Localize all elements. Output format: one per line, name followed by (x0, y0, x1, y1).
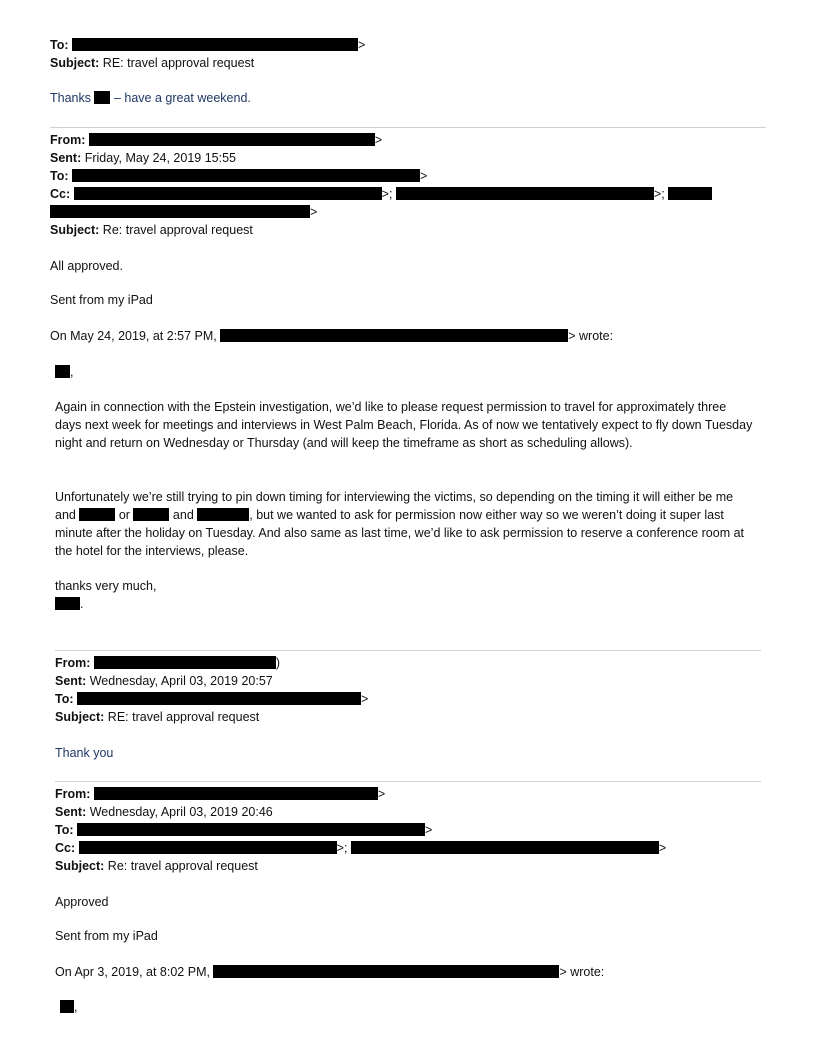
email4-body: Approved (55, 895, 109, 909)
to-label: To: (55, 692, 74, 706)
email2-quote-header (50, 328, 613, 344)
angle-bracket: > (425, 823, 433, 837)
email2-subject-line (50, 222, 253, 238)
redaction-block (89, 133, 375, 146)
quoted1-signoff (55, 596, 83, 612)
p2-text-b: , but we wanted to ask for permission now either way so we weren’t doing it super last minute after the holiday on Tuesday. And also same as last time, we’d like to ask permission to reserve a conference room at the hotel for the interviews, please. (55, 508, 745, 558)
redaction-block (55, 597, 80, 610)
email3-from-line (55, 655, 280, 671)
email4-from-line (55, 786, 385, 802)
redaction-block (60, 1000, 74, 1013)
separator-glyph: >; (653, 187, 665, 201)
from-label: From: (55, 787, 91, 801)
redaction-block (77, 692, 361, 705)
period-glyph: . (80, 597, 84, 611)
angle-bracket: > (361, 692, 369, 706)
email1-body-text: Thanks (50, 91, 91, 105)
redaction-block (133, 508, 169, 521)
email3-subject: RE: travel approval request (107, 710, 260, 724)
redaction-block (74, 187, 382, 200)
separator-line (55, 650, 761, 651)
angle-bracket: > (377, 787, 386, 801)
email3-body: Thank you (55, 746, 114, 760)
comma-glyph: , (70, 365, 74, 379)
cc-label: Cc: (50, 187, 71, 201)
redaction-block (94, 787, 378, 800)
redaction-block (55, 365, 70, 378)
quoted1-salutation (55, 364, 73, 380)
email3-subject-line (55, 709, 259, 725)
redaction-block (72, 169, 420, 182)
separator-glyph: >; (336, 841, 348, 855)
quote-prefix: On Apr 3, 2019, at 8:02 PM, (55, 965, 210, 979)
separator-glyph: >; (381, 187, 393, 201)
email4-sent-line (55, 804, 273, 820)
email1-body-text-2: – have a great weekend. (113, 91, 251, 105)
quoted2-salutation (60, 999, 77, 1015)
email2-cc-line (50, 186, 712, 202)
angle-bracket: > (310, 205, 318, 219)
redaction-block (72, 38, 358, 51)
angle-bracket: > (374, 133, 383, 147)
email2-signature: Sent from my iPad (50, 293, 153, 307)
email4-subject-line (55, 858, 258, 874)
angle-bracket: > (358, 38, 366, 52)
email2-sent-date: Friday, May 24, 2019 15:55 (84, 151, 236, 165)
redaction-block (94, 656, 276, 669)
email2-to-line (50, 168, 427, 184)
angle-bracket: > (420, 169, 428, 183)
p2-text-and: and (172, 508, 194, 522)
sent-label: Sent: (50, 151, 82, 165)
email1-subject: RE: travel approval request (102, 56, 255, 70)
quoted1-paragraph-2 (55, 488, 755, 560)
quote-prefix: On May 24, 2019, at 2:57 PM, (50, 329, 217, 343)
email1-subject-line (50, 55, 254, 71)
email1-body (50, 90, 251, 106)
to-label: To: (55, 823, 74, 837)
from-label: From: (55, 656, 91, 670)
subject-label: Subject: (55, 859, 105, 873)
subject-label: Subject: (55, 710, 105, 724)
quote-suffix: > wrote: (568, 329, 614, 343)
email2-sent-line (50, 150, 236, 166)
separator-line (50, 127, 766, 128)
quoted1-closing: thanks very much, (55, 579, 157, 593)
redaction-block (79, 508, 115, 521)
redaction-block (351, 841, 659, 854)
redaction-block (50, 205, 310, 218)
redaction-block (668, 187, 712, 200)
sent-label: Sent: (55, 805, 87, 819)
redaction-block (77, 823, 425, 836)
email3-sent-line (55, 673, 273, 689)
email4-quote-header (55, 964, 604, 980)
quote-suffix: > wrote: (559, 965, 605, 979)
email4-signature: Sent from my iPad (55, 929, 158, 943)
email4-sent-date: Wednesday, April 03, 2019 20:46 (89, 805, 273, 819)
quoted1-paragraph-1: Again in connection with the Epstein investigation, we’d like to please request permission to travel for approximately three days next week for meetings and interviews in West Palm Beach, Florida. As of now we tentatively expect to fly down Tuesday night and return on Wednesday or Thursday (and will keep the timeframe as short as scheduling allows). (55, 400, 753, 450)
email2-subject: Re: travel approval request (102, 223, 253, 237)
redaction-block (197, 508, 249, 521)
paren-glyph: ) (275, 656, 281, 670)
email4-cc-line (55, 840, 666, 856)
subject-label: Subject: (50, 56, 100, 70)
email3-sent-date: Wednesday, April 03, 2019 20:57 (89, 674, 273, 688)
email2-cc-line-2 (50, 204, 317, 220)
redaction-block (396, 187, 654, 200)
email4-subject: Re: travel approval request (107, 859, 258, 873)
cc-label: Cc: (55, 841, 76, 855)
sent-label: Sent: (55, 674, 87, 688)
from-label: From: (50, 133, 86, 147)
separator-line (55, 781, 761, 782)
redaction-block (94, 91, 110, 104)
email3-to-line (55, 691, 368, 707)
to-label: To: (50, 169, 69, 183)
email1-to-line (50, 37, 365, 53)
p2-text-or: or (118, 508, 130, 522)
angle-bracket: > (658, 841, 667, 855)
subject-label: Subject: (50, 223, 100, 237)
email2-body: All approved. (50, 259, 123, 273)
comma-glyph: , (74, 1000, 78, 1014)
redaction-block (79, 841, 337, 854)
redaction-block (220, 329, 568, 342)
to-label: To: (50, 38, 69, 52)
p2-text-a: Unfortunately we’re still trying to pin down timing for interviewing the victims, so depending on the timing it will either be me and (55, 490, 734, 522)
redaction-block (213, 965, 559, 978)
email2-from-line (50, 132, 382, 148)
email4-to-line (55, 822, 432, 838)
